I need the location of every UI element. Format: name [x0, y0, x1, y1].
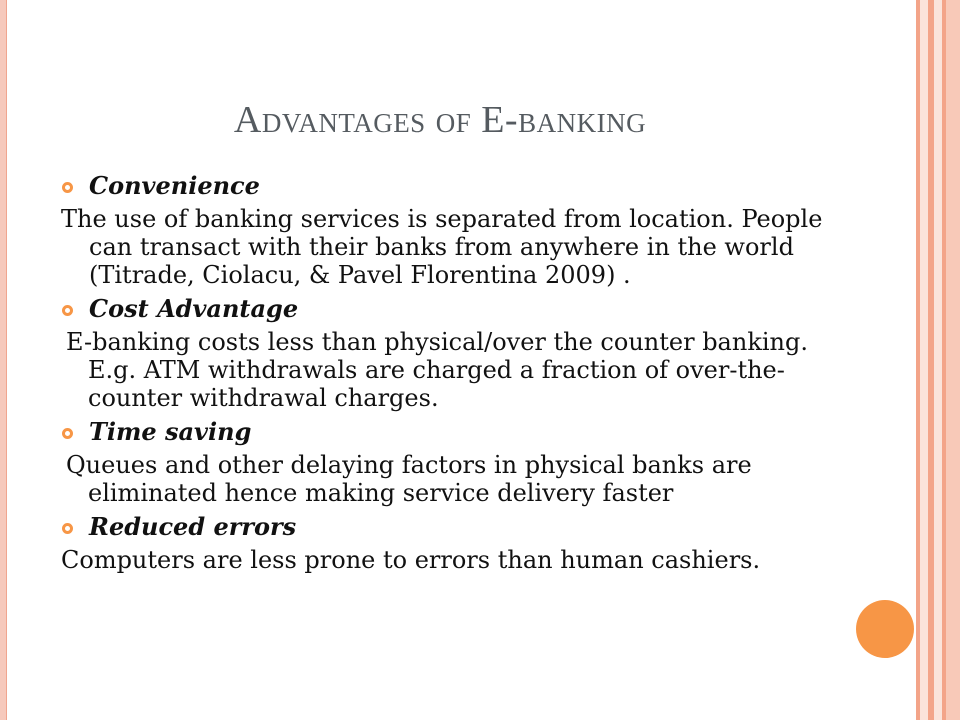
paragraph-reduced-errors: Computers are less prone to errors than human cashiers.	[61, 546, 761, 574]
bullet-heading-text: Convenience	[89, 171, 260, 200]
paragraph-cost-advantage: E-banking costs less than physical/over the counter banking. E.g. ATM withdrawals are charged a fraction of over-the-counter withdrawal charges.	[66, 328, 808, 412]
bullet-heading-reduced-errors	[61, 513, 851, 541]
ring-bullet-icon	[62, 523, 73, 534]
ring-bullet-icon	[62, 182, 73, 193]
bullet-heading-text: Cost Advantage	[89, 294, 299, 323]
paragraph-time-saving: Queues and other delaying factors in physical banks are eliminated hence making service delivery faster	[66, 451, 752, 507]
right-stripes-decoration	[916, 0, 960, 720]
bullet-heading-text: Time saving	[89, 417, 252, 446]
bullet-heading-text: Reduced errors	[89, 512, 297, 541]
ring-bullet-icon	[62, 305, 73, 316]
bullet-heading-convenience	[61, 172, 851, 200]
slide-title: Advantages of E-banking	[233, 99, 647, 141]
paragraph-convenience: The use of banking services is separated from location. People can transact with their banks from anywhere in the world (Titrade, Ciolacu, & Pavel Florentina 2009) .	[61, 205, 823, 289]
orange-circle-decoration	[856, 600, 914, 658]
slide-content	[61, 168, 851, 580]
bullet-heading-cost-advantage	[61, 295, 851, 323]
ring-bullet-icon	[62, 428, 73, 439]
bullet-heading-time-saving	[61, 418, 851, 446]
